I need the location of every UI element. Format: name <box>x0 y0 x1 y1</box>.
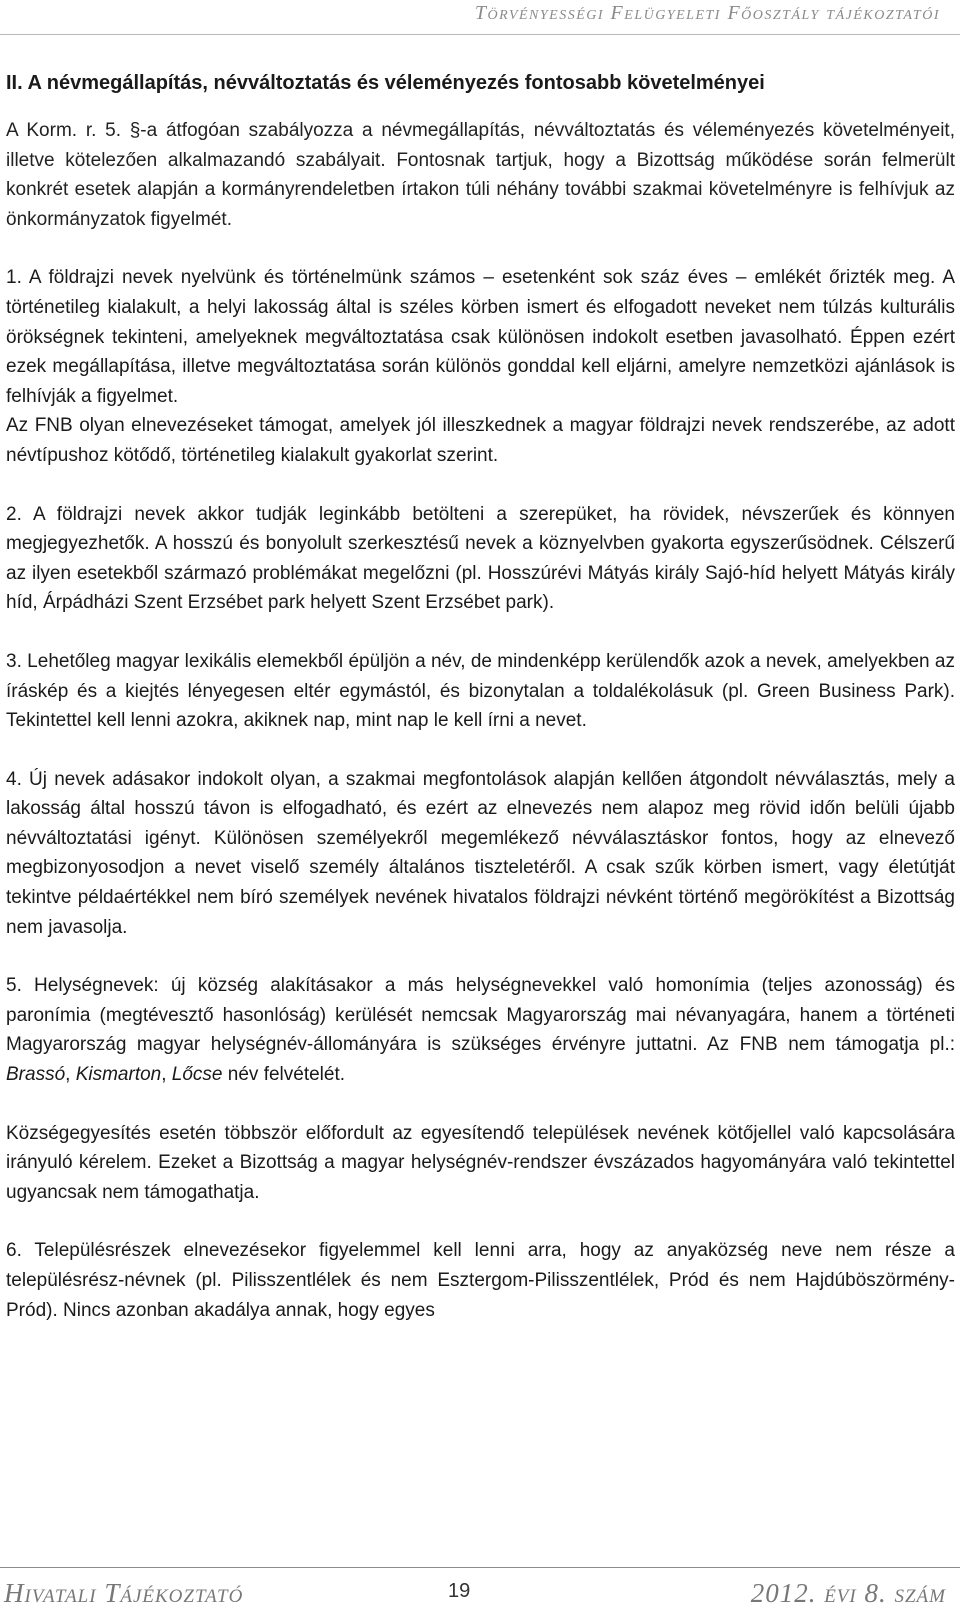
footer-publication-title: Hivatali Tájékoztató <box>4 1578 244 1608</box>
footer-issue: 2012. évi 8. szám <box>750 1578 946 1608</box>
paragraph-5-end: név felvételét. <box>222 1064 346 1086</box>
paragraph-4: 4. Új nevek adásakor indokolt olyan, a szakmai megfontolások alapján kellően átgondolt névválasztás, mely a lakosság által hosszú távon is elfogadható, és ezért az elnevezés nem alapoz meg rövid időn belüli újabb névváltoztatási igényt. Különösen személyekről megemlékező névválasztáskor fontos, hogy az elnevező megbizonyosodjon a nevet viselő személy általános tiszteletéről. A csak szűk körben ismert, vagy életútját tekintve példaértékkel nem bíró személyek nevének hivatalos földrajzi névként történő megörökítést a Bizottság nem javasolja. <box>6 768 955 938</box>
place-name-kismarton: Kismarton <box>75 1064 162 1086</box>
paragraph-2: 2. A földrajzi nevek akkor tudják leginkább betölteni a szerepüket, ha rövidek, névszerűek és könnyen megjegyezhetők. A hosszú és bonyolult szerkesztésű nevek a köznyelvben gyakorta egyszerűsödnek. Célszerű az ilyen esetekből származó problémákat megelőzni (pl. Hosszúrévi Mátyás király Sajó-híd helyett Mátyás király híd, Árpádházi Szent Erzsébet park helyett Szent Erzsébet park). <box>6 503 955 614</box>
section-heading: II. A névmegállapítás, névváltoztatás és véleményezés fontosabb követelményei <box>6 72 765 94</box>
place-name-brasso: Brassó <box>6 1064 66 1086</box>
header-title: Törvényességi Felügyeleti Főosztály tájékoztatói <box>474 2 940 24</box>
paragraph-5-start: 5. Helységnevek: új község alakításakor a más helységnevekkel való homonímia (teljes azonosság) és paronímia (megtévesztő hasonlóság) kerülését nemcsak Magyarország mai névanyagára, hanem a történeti Magyarország magyar helységnév-állományára is szükséges érvényre juttatni. Az FNB nem támogatja pl.: <box>6 975 955 1056</box>
page-number: 19 <box>448 1580 471 1602</box>
paragraph-5 <box>6 971 955 1089</box>
place-name-locse: Lőcse <box>171 1064 223 1086</box>
document-body <box>6 70 955 1325</box>
paragraph-1b: Az FNB olyan elnevezéseket támogat, amelyek jól illeszkednek a magyar földrajzi nevek rendszerébe, az adott névtípushoz kötődő, történetileg kialakult gyakorlat szerint. <box>6 415 955 466</box>
separator: , <box>65 1064 76 1086</box>
paragraph-6: 6. Településrészek elnevezésekor figyelemmel kell lenni arra, hogy az anyaközség neve nem része a településrész-névnek (pl. Pilisszentlélek és nem Esztergom-Pilisszentlélek, Pród és nem Hajdúböszörmény-Pród). Nincs azonban akadálya annak, hogy egyes <box>6 1240 955 1321</box>
page-header <box>0 0 960 35</box>
separator: , <box>161 1064 172 1086</box>
paragraph-1a: 1. A földrajzi nevek nyelvünk és történelmünk számos – esetenként sok száz éves – emlékét őrizték meg. A történetileg kialakult, a helyi lakosság által is széles körben ismert és elfogadott neveket nem túlzás kulturális örökségnek tekinteni, amelyeknek megváltoztatása csak különösen indokolt esetben javasolható. Éppen ezért ezek megállapítása, illetve megváltoztatása során különös gonddal kell eljárni, amelyre nemzetközi ajánlások is felhívják a figyelmet. <box>6 267 955 407</box>
intro-paragraph: A Korm. r. 5. §-a átfogóan szabályozza a névmegállapítás, névváltoztatás és véleményezés követelményeit, illetve kötelezően alkalmazandó szabályait. Fontosnak tartjuk, hogy a Bizottság működése során felmerült konkrét esetek alapján a kormányrendeletben írtakon túli néhány további szakmai követelményre is felhívjuk az önkormányzatok figyelmét. <box>6 120 955 230</box>
paragraph-5b: Községegyesítés esetén többször előfordult az egyesítendő települések nevének kötőjellel való kapcsolására irányuló kérelem. Ezeket a Bizottság a magyar helységnév-rendszer évszázados hagyományára való tekintettel ugyancsak nem támogathatja. <box>6 1122 955 1203</box>
page-footer <box>0 1567 960 1616</box>
paragraph-3: 3. Lehetőleg magyar lexikális elemekből épüljön a név, de mindenképp kerülendők azok a nevek, amelyekben az íráskép és a kiejtés lényegesen eltér egymástól, és bizonytalan a toldalékolásuk (pl. Green Business Park). Tekintettel kell lenni azokra, akiknek nap, mint nap le kell írni a nevet. <box>6 650 955 732</box>
